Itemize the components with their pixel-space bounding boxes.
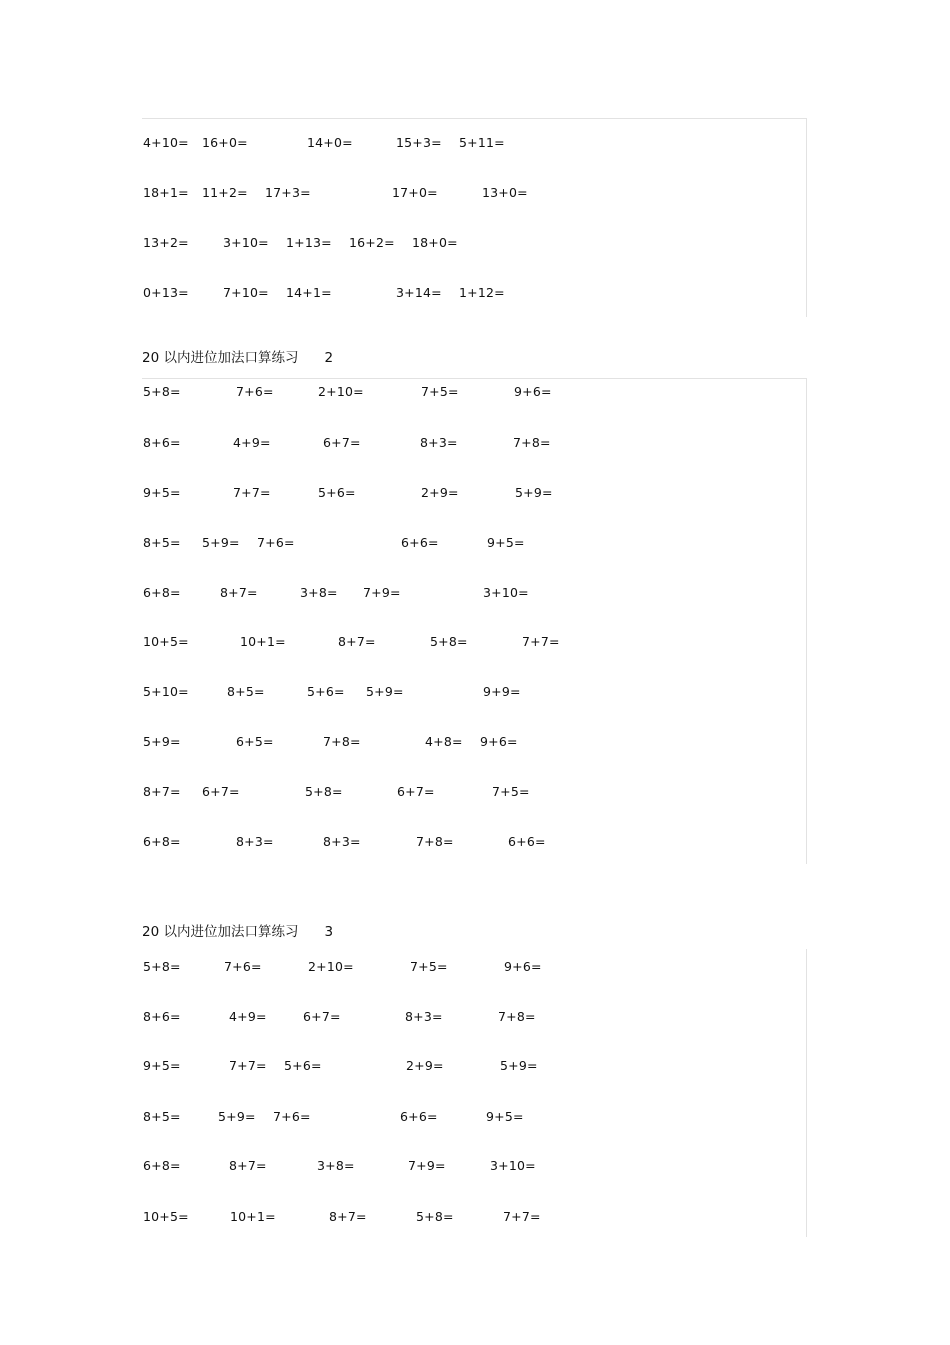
problem: 3+10= bbox=[483, 585, 529, 600]
problem: 4+8= bbox=[425, 734, 463, 749]
problem: 8+7= bbox=[338, 634, 376, 649]
problem: 6+7= bbox=[202, 784, 240, 799]
problem: 8+3= bbox=[420, 435, 458, 450]
problem: 6+6= bbox=[400, 1109, 438, 1124]
problem: 1+13= bbox=[286, 235, 332, 250]
problem: 2+10= bbox=[308, 959, 354, 974]
problem: 7+8= bbox=[513, 435, 551, 450]
problem: 6+5= bbox=[236, 734, 274, 749]
problem: 5+9= bbox=[500, 1058, 538, 1073]
problem: 10+5= bbox=[143, 634, 189, 649]
problem: 10+1= bbox=[240, 634, 286, 649]
section-number: 2 bbox=[324, 350, 334, 366]
problem: 5+11= bbox=[459, 135, 505, 150]
problem-row bbox=[142, 959, 802, 979]
problem: 7+7= bbox=[522, 634, 560, 649]
problem: 7+6= bbox=[224, 959, 262, 974]
problem: 5+6= bbox=[307, 684, 345, 699]
problem: 6+8= bbox=[143, 585, 181, 600]
problem: 6+7= bbox=[397, 784, 435, 799]
exercise-box-3 bbox=[142, 949, 807, 1237]
problem: 8+7= bbox=[220, 585, 258, 600]
problem: 8+3= bbox=[323, 834, 361, 849]
problem: 5+10= bbox=[143, 684, 189, 699]
problem: 5+8= bbox=[143, 959, 181, 974]
problem: 18+0= bbox=[412, 235, 458, 250]
problem: 2+10= bbox=[318, 384, 364, 399]
problem: 6+6= bbox=[508, 834, 546, 849]
section-number: 3 bbox=[324, 924, 334, 940]
problem: 8+5= bbox=[143, 535, 181, 550]
problem-row bbox=[142, 135, 802, 155]
problem: 5+8= bbox=[143, 384, 181, 399]
problem: 9+5= bbox=[143, 1058, 181, 1073]
problem: 7+5= bbox=[492, 784, 530, 799]
problem: 7+8= bbox=[416, 834, 454, 849]
problem: 11+2= bbox=[202, 185, 248, 200]
problem-row bbox=[142, 285, 802, 305]
section-heading bbox=[142, 920, 333, 940]
problem: 9+6= bbox=[514, 384, 552, 399]
problem: 8+6= bbox=[143, 1009, 181, 1024]
problem: 7+10= bbox=[223, 285, 269, 300]
problem: 5+9= bbox=[143, 734, 181, 749]
section-title: 20 以内进位加法口算练习 bbox=[142, 350, 299, 366]
problem: 9+6= bbox=[504, 959, 542, 974]
problem: 13+0= bbox=[482, 185, 528, 200]
problem: 5+9= bbox=[366, 684, 404, 699]
problem: 6+8= bbox=[143, 834, 181, 849]
problem: 9+5= bbox=[487, 535, 525, 550]
problem: 2+9= bbox=[421, 485, 459, 500]
problem-row bbox=[142, 684, 802, 704]
problem: 7+6= bbox=[257, 535, 295, 550]
problem: 9+6= bbox=[480, 734, 518, 749]
problem: 7+7= bbox=[503, 1209, 541, 1224]
problem: 8+5= bbox=[227, 684, 265, 699]
problem: 7+5= bbox=[410, 959, 448, 974]
problem-row bbox=[142, 485, 802, 505]
problem: 3+14= bbox=[396, 285, 442, 300]
problem-row bbox=[142, 1009, 802, 1029]
problem: 17+0= bbox=[392, 185, 438, 200]
problem: 7+6= bbox=[273, 1109, 311, 1124]
problem: 8+3= bbox=[236, 834, 274, 849]
problem: 3+10= bbox=[223, 235, 269, 250]
problem: 4+10= bbox=[143, 135, 189, 150]
problem: 15+3= bbox=[396, 135, 442, 150]
problem-row bbox=[142, 1158, 802, 1178]
problem-row bbox=[142, 634, 802, 654]
problem: 14+1= bbox=[286, 285, 332, 300]
problem: 6+7= bbox=[303, 1009, 341, 1024]
problem: 6+8= bbox=[143, 1158, 181, 1173]
problem: 8+7= bbox=[329, 1209, 367, 1224]
section-heading bbox=[142, 346, 333, 366]
problem: 6+6= bbox=[401, 535, 439, 550]
problem: 9+5= bbox=[486, 1109, 524, 1124]
problem: 9+9= bbox=[483, 684, 521, 699]
problem: 10+5= bbox=[143, 1209, 189, 1224]
problem: 8+5= bbox=[143, 1109, 181, 1124]
problem: 5+6= bbox=[284, 1058, 322, 1073]
problem: 4+9= bbox=[233, 435, 271, 450]
problem-row bbox=[142, 1209, 802, 1229]
problem: 7+8= bbox=[498, 1009, 536, 1024]
problem: 7+9= bbox=[408, 1158, 446, 1173]
problem-row bbox=[142, 1109, 802, 1129]
problem: 5+6= bbox=[318, 485, 356, 500]
problem: 8+7= bbox=[143, 784, 181, 799]
problem: 17+3= bbox=[265, 185, 311, 200]
problem-row bbox=[142, 235, 802, 255]
problem: 5+9= bbox=[515, 485, 553, 500]
problem-row bbox=[142, 1058, 802, 1078]
problem: 18+1= bbox=[143, 185, 189, 200]
problem-row bbox=[142, 384, 802, 404]
problem-row bbox=[142, 185, 802, 205]
problem: 8+3= bbox=[405, 1009, 443, 1024]
problem: 7+6= bbox=[236, 384, 274, 399]
problem: 7+9= bbox=[363, 585, 401, 600]
problem: 1+12= bbox=[459, 285, 505, 300]
problem: 0+13= bbox=[143, 285, 189, 300]
problem: 16+2= bbox=[349, 235, 395, 250]
problem-row bbox=[142, 435, 802, 455]
problem: 3+8= bbox=[317, 1158, 355, 1173]
problem: 3+10= bbox=[490, 1158, 536, 1173]
problem: 6+7= bbox=[323, 435, 361, 450]
problem: 5+9= bbox=[202, 535, 240, 550]
problem: 16+0= bbox=[202, 135, 248, 150]
problem-row bbox=[142, 585, 802, 605]
problem: 13+2= bbox=[143, 235, 189, 250]
problem: 3+8= bbox=[300, 585, 338, 600]
problem-row bbox=[142, 784, 802, 804]
problem: 2+9= bbox=[406, 1058, 444, 1073]
problem: 7+8= bbox=[323, 734, 361, 749]
problem-row bbox=[142, 535, 802, 555]
problem: 5+8= bbox=[416, 1209, 454, 1224]
section-title: 20 以内进位加法口算练习 bbox=[142, 924, 299, 940]
problem: 8+6= bbox=[143, 435, 181, 450]
problem: 10+1= bbox=[230, 1209, 276, 1224]
problem: 4+9= bbox=[229, 1009, 267, 1024]
problem: 8+7= bbox=[229, 1158, 267, 1173]
problem: 7+7= bbox=[229, 1058, 267, 1073]
problem: 14+0= bbox=[307, 135, 353, 150]
problem: 5+8= bbox=[305, 784, 343, 799]
problem-row bbox=[142, 734, 802, 754]
problem: 7+7= bbox=[233, 485, 271, 500]
problem: 7+5= bbox=[421, 384, 459, 399]
problem: 9+5= bbox=[143, 485, 181, 500]
problem: 5+9= bbox=[218, 1109, 256, 1124]
problem: 5+8= bbox=[430, 634, 468, 649]
problem-row bbox=[142, 834, 802, 854]
